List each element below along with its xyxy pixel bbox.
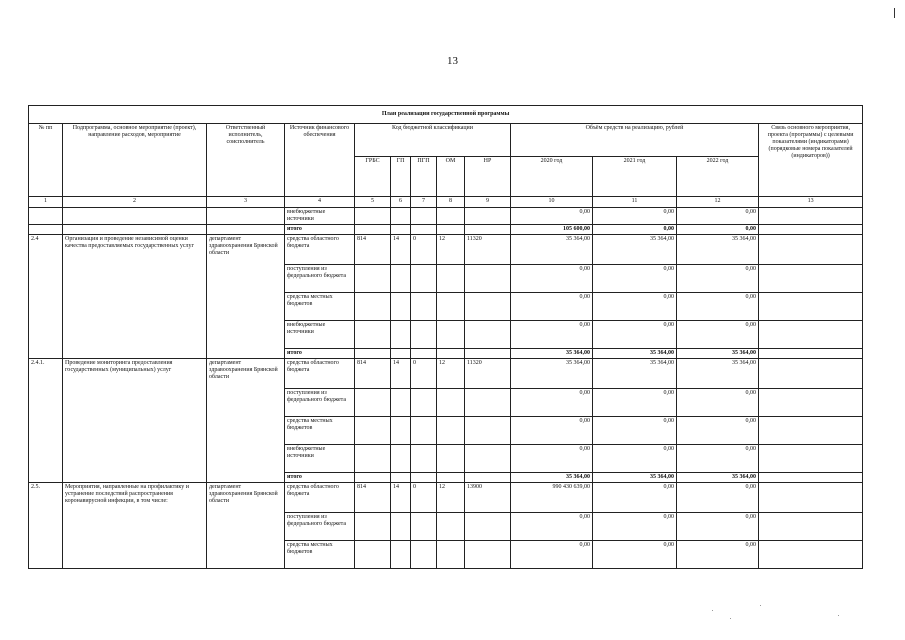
empty-cell: [465, 321, 511, 349]
budget-code-om: 12: [437, 235, 465, 265]
empty-cell: [437, 417, 465, 445]
empty-cell: [759, 473, 863, 483]
empty-cell: [759, 235, 863, 265]
empty-cell: [411, 445, 437, 473]
empty-cell: [411, 265, 437, 293]
funding-source: итого: [285, 349, 355, 359]
amount-v2021: 35 364,00: [593, 349, 677, 359]
amount-v2020: 0,00: [511, 445, 593, 473]
empty-cell: [759, 389, 863, 417]
item-responsible: департамент здравоохранения Брянской области: [207, 235, 285, 359]
funding-source: средства местных бюджетов: [285, 293, 355, 321]
page-number: 13: [447, 55, 458, 67]
header-2021: 2021 год: [593, 157, 677, 197]
funding-source: внебюджетные источники: [285, 208, 355, 225]
scan-speck: [712, 610, 713, 611]
empty-cell: [465, 473, 511, 483]
header-om: ОМ: [437, 157, 465, 197]
amount-v2022: 0,00: [677, 513, 759, 541]
funding-source: поступления из федерального бюджета: [285, 389, 355, 417]
amount-v2020: 35 364,00: [511, 349, 593, 359]
header-num: № пп: [29, 124, 63, 197]
scan-edge-mark: [894, 8, 895, 18]
amount-v2020: 0,00: [511, 513, 593, 541]
budget-code-om: 12: [437, 483, 465, 513]
amount-v2021: 0,00: [593, 445, 677, 473]
header-responsible: Ответственный исполнитель, соисполнитель: [207, 124, 285, 197]
amount-v2020: 0,00: [511, 293, 593, 321]
empty-cell: [29, 208, 63, 225]
budget-code-pgp: 0: [411, 235, 437, 265]
amount-v2021: 35 364,00: [593, 359, 677, 389]
budget-code-gp: 14: [391, 483, 411, 513]
empty-cell: [411, 513, 437, 541]
budget-code-np: 13900: [465, 483, 511, 513]
amount-v2020: 0,00: [511, 265, 593, 293]
amount-v2022: 0,00: [677, 321, 759, 349]
empty-cell: [355, 225, 391, 235]
header-2022: 2022 год: [677, 157, 759, 197]
budget-code-pgp: 0: [411, 359, 437, 389]
amount-v2020: 0,00: [511, 208, 593, 225]
amount-v2020: 35 364,00: [511, 359, 593, 389]
empty-cell: [355, 417, 391, 445]
empty-cell: [207, 208, 285, 225]
amount-v2020: 0,00: [511, 417, 593, 445]
program-plan-table: [28, 105, 863, 569]
scan-speck: [730, 618, 731, 619]
amount-v2021: 0,00: [593, 417, 677, 445]
budget-code-pgp: 0: [411, 483, 437, 513]
amount-v2020: 35 364,00: [511, 235, 593, 265]
amount-v2020: 0,00: [511, 389, 593, 417]
amount-v2022: 35 364,00: [677, 349, 759, 359]
amount-v2020: 105 600,00: [511, 225, 593, 235]
empty-cell: [355, 541, 391, 569]
empty-cell: [759, 265, 863, 293]
empty-cell: [465, 293, 511, 321]
amount-v2021: 0,00: [593, 483, 677, 513]
empty-cell: [355, 389, 391, 417]
amount-v2022: 0,00: [677, 265, 759, 293]
funding-source: средства областного бюджета: [285, 483, 355, 513]
column-number: 10: [511, 197, 593, 208]
empty-cell: [207, 225, 285, 235]
column-number: 11: [593, 197, 677, 208]
budget-code-gp: 14: [391, 235, 411, 265]
item-name: Организация и проведение независимой оценки качества предоставляемых государственных услуг: [63, 235, 207, 359]
amount-v2020: 990 430 639,00: [511, 483, 593, 513]
item-number: 2.4: [29, 235, 63, 359]
funding-source: средства областного бюджета: [285, 235, 355, 265]
funding-source: внебюджетные источники: [285, 321, 355, 349]
header-pgp: ПГП: [411, 157, 437, 197]
empty-cell: [391, 265, 411, 293]
empty-cell: [437, 473, 465, 483]
amount-v2021: 0,00: [593, 389, 677, 417]
amount-v2022: 0,00: [677, 208, 759, 225]
budget-code-gp: 14: [391, 359, 411, 389]
budget-code-om: 12: [437, 359, 465, 389]
empty-cell: [411, 473, 437, 483]
empty-cell: [759, 513, 863, 541]
empty-cell: [355, 293, 391, 321]
budget-code-grbs: 814: [355, 483, 391, 513]
column-number: 12: [677, 197, 759, 208]
empty-cell: [411, 417, 437, 445]
column-number-row: [29, 197, 863, 208]
item-name: Проведение мониторинга предоставления государственных (муниципальных) услуг: [63, 359, 207, 483]
item-number: 2.5.: [29, 483, 63, 569]
empty-cell: [391, 417, 411, 445]
funding-source: поступления из федерального бюджета: [285, 265, 355, 293]
empty-cell: [391, 293, 411, 321]
column-number: 3: [207, 197, 285, 208]
header-budget-code: Код бюджетной классификации: [355, 124, 511, 157]
empty-cell: [391, 389, 411, 417]
table-body: [29, 208, 863, 569]
header-source: Источник финансового обеспечения: [285, 124, 355, 197]
item-responsible: департамент здравоохранения Брянской области: [207, 483, 285, 569]
funding-source: средства местных бюджетов: [285, 417, 355, 445]
column-number: 7: [411, 197, 437, 208]
amount-v2021: 0,00: [593, 265, 677, 293]
amount-v2022: 0,00: [677, 541, 759, 569]
empty-cell: [759, 483, 863, 513]
column-number: 1: [29, 197, 63, 208]
item-name: Мероприятия, направленные на профилактику и устранение последствий распространения коронавирусной инфекции, в том числе:: [63, 483, 207, 569]
empty-cell: [759, 208, 863, 225]
empty-cell: [391, 445, 411, 473]
empty-cell: [437, 293, 465, 321]
amount-v2022: 35 364,00: [677, 235, 759, 265]
empty-cell: [437, 445, 465, 473]
empty-cell: [437, 541, 465, 569]
amount-v2022: 0,00: [677, 445, 759, 473]
amount-v2022: 0,00: [677, 225, 759, 235]
empty-cell: [355, 265, 391, 293]
empty-cell: [29, 225, 63, 235]
empty-cell: [411, 293, 437, 321]
column-number: 4: [285, 197, 355, 208]
empty-cell: [437, 208, 465, 225]
empty-cell: [411, 321, 437, 349]
table-title: План реализации государственной программы: [29, 106, 863, 124]
empty-cell: [437, 265, 465, 293]
column-number: 5: [355, 197, 391, 208]
header-subprogram: Подпрограмма, основное мероприятие (проект), направление расходов, мероприятие: [63, 124, 207, 197]
header-grbs: ГРБС: [355, 157, 391, 197]
amount-v2021: 0,00: [593, 513, 677, 541]
empty-cell: [391, 349, 411, 359]
amount-v2022: 35 364,00: [677, 359, 759, 389]
column-number: 6: [391, 197, 411, 208]
budget-code-np: 11320: [465, 359, 511, 389]
empty-cell: [437, 513, 465, 541]
empty-cell: [437, 321, 465, 349]
empty-cell: [759, 359, 863, 389]
empty-cell: [759, 541, 863, 569]
empty-cell: [355, 349, 391, 359]
table-row: [29, 225, 863, 235]
empty-cell: [355, 208, 391, 225]
funding-source: итого: [285, 225, 355, 235]
empty-cell: [355, 513, 391, 541]
table-row: [29, 359, 863, 389]
funding-source: итого: [285, 473, 355, 483]
budget-code-grbs: 814: [355, 359, 391, 389]
amount-v2021: 0,00: [593, 293, 677, 321]
header-link: Связь основного мероприятия, проекта (программы) с целевыми показателями (индикаторами) (порядковые номера показателей (индикаторов)): [759, 124, 863, 197]
empty-cell: [465, 265, 511, 293]
empty-cell: [465, 513, 511, 541]
column-number: 8: [437, 197, 465, 208]
empty-cell: [391, 473, 411, 483]
empty-cell: [759, 349, 863, 359]
header-np: НР: [465, 157, 511, 197]
empty-cell: [411, 208, 437, 225]
budget-code-grbs: 814: [355, 235, 391, 265]
empty-cell: [759, 445, 863, 473]
empty-cell: [465, 389, 511, 417]
empty-cell: [759, 225, 863, 235]
budget-code-np: 11320: [465, 235, 511, 265]
table-row: [29, 235, 863, 265]
amount-v2022: 0,00: [677, 417, 759, 445]
empty-cell: [465, 225, 511, 235]
empty-cell: [391, 225, 411, 235]
header-2020: 2020 год: [511, 157, 593, 197]
empty-cell: [437, 389, 465, 417]
table-row: [29, 208, 863, 225]
item-responsible: департамент здравоохранения Брянской области: [207, 359, 285, 483]
column-number: 13: [759, 197, 863, 208]
column-number: 2: [63, 197, 207, 208]
amount-v2021: 35 364,00: [593, 235, 677, 265]
amount-v2022: 0,00: [677, 389, 759, 417]
empty-cell: [63, 225, 207, 235]
header-gp: ГП: [391, 157, 411, 197]
empty-cell: [411, 389, 437, 417]
amount-v2022: 0,00: [677, 483, 759, 513]
empty-cell: [411, 225, 437, 235]
empty-cell: [465, 417, 511, 445]
amount-v2021: 0,00: [593, 321, 677, 349]
amount-v2020: 0,00: [511, 541, 593, 569]
empty-cell: [465, 208, 511, 225]
scan-speck: [760, 605, 761, 606]
amount-v2022: 35 364,00: [677, 473, 759, 483]
empty-cell: [355, 445, 391, 473]
funding-source: средства местных бюджетов: [285, 541, 355, 569]
column-number: 9: [465, 197, 511, 208]
empty-cell: [465, 445, 511, 473]
empty-cell: [759, 293, 863, 321]
empty-cell: [391, 541, 411, 569]
amount-v2020: 0,00: [511, 321, 593, 349]
empty-cell: [465, 541, 511, 569]
empty-cell: [391, 513, 411, 541]
empty-cell: [759, 321, 863, 349]
empty-cell: [63, 208, 207, 225]
empty-cell: [437, 225, 465, 235]
table-row: [29, 483, 863, 513]
empty-cell: [411, 349, 437, 359]
item-number: 2.4.1.: [29, 359, 63, 483]
amount-v2022: 0,00: [677, 293, 759, 321]
empty-cell: [355, 321, 391, 349]
scan-speck: [838, 615, 839, 616]
amount-v2021: 0,00: [593, 208, 677, 225]
empty-cell: [391, 208, 411, 225]
empty-cell: [437, 349, 465, 359]
empty-cell: [465, 349, 511, 359]
funding-source: средства областного бюджета: [285, 359, 355, 389]
empty-cell: [411, 541, 437, 569]
empty-cell: [391, 321, 411, 349]
amount-v2021: 35 364,00: [593, 473, 677, 483]
amount-v2021: 0,00: [593, 541, 677, 569]
amount-v2021: 0,00: [593, 225, 677, 235]
funding-source: поступления из федерального бюджета: [285, 513, 355, 541]
empty-cell: [759, 417, 863, 445]
header-volume: Объём средств на реализацию, рублей: [511, 124, 759, 157]
empty-cell: [355, 473, 391, 483]
funding-source: внебюджетные источники: [285, 445, 355, 473]
amount-v2020: 35 364,00: [511, 473, 593, 483]
